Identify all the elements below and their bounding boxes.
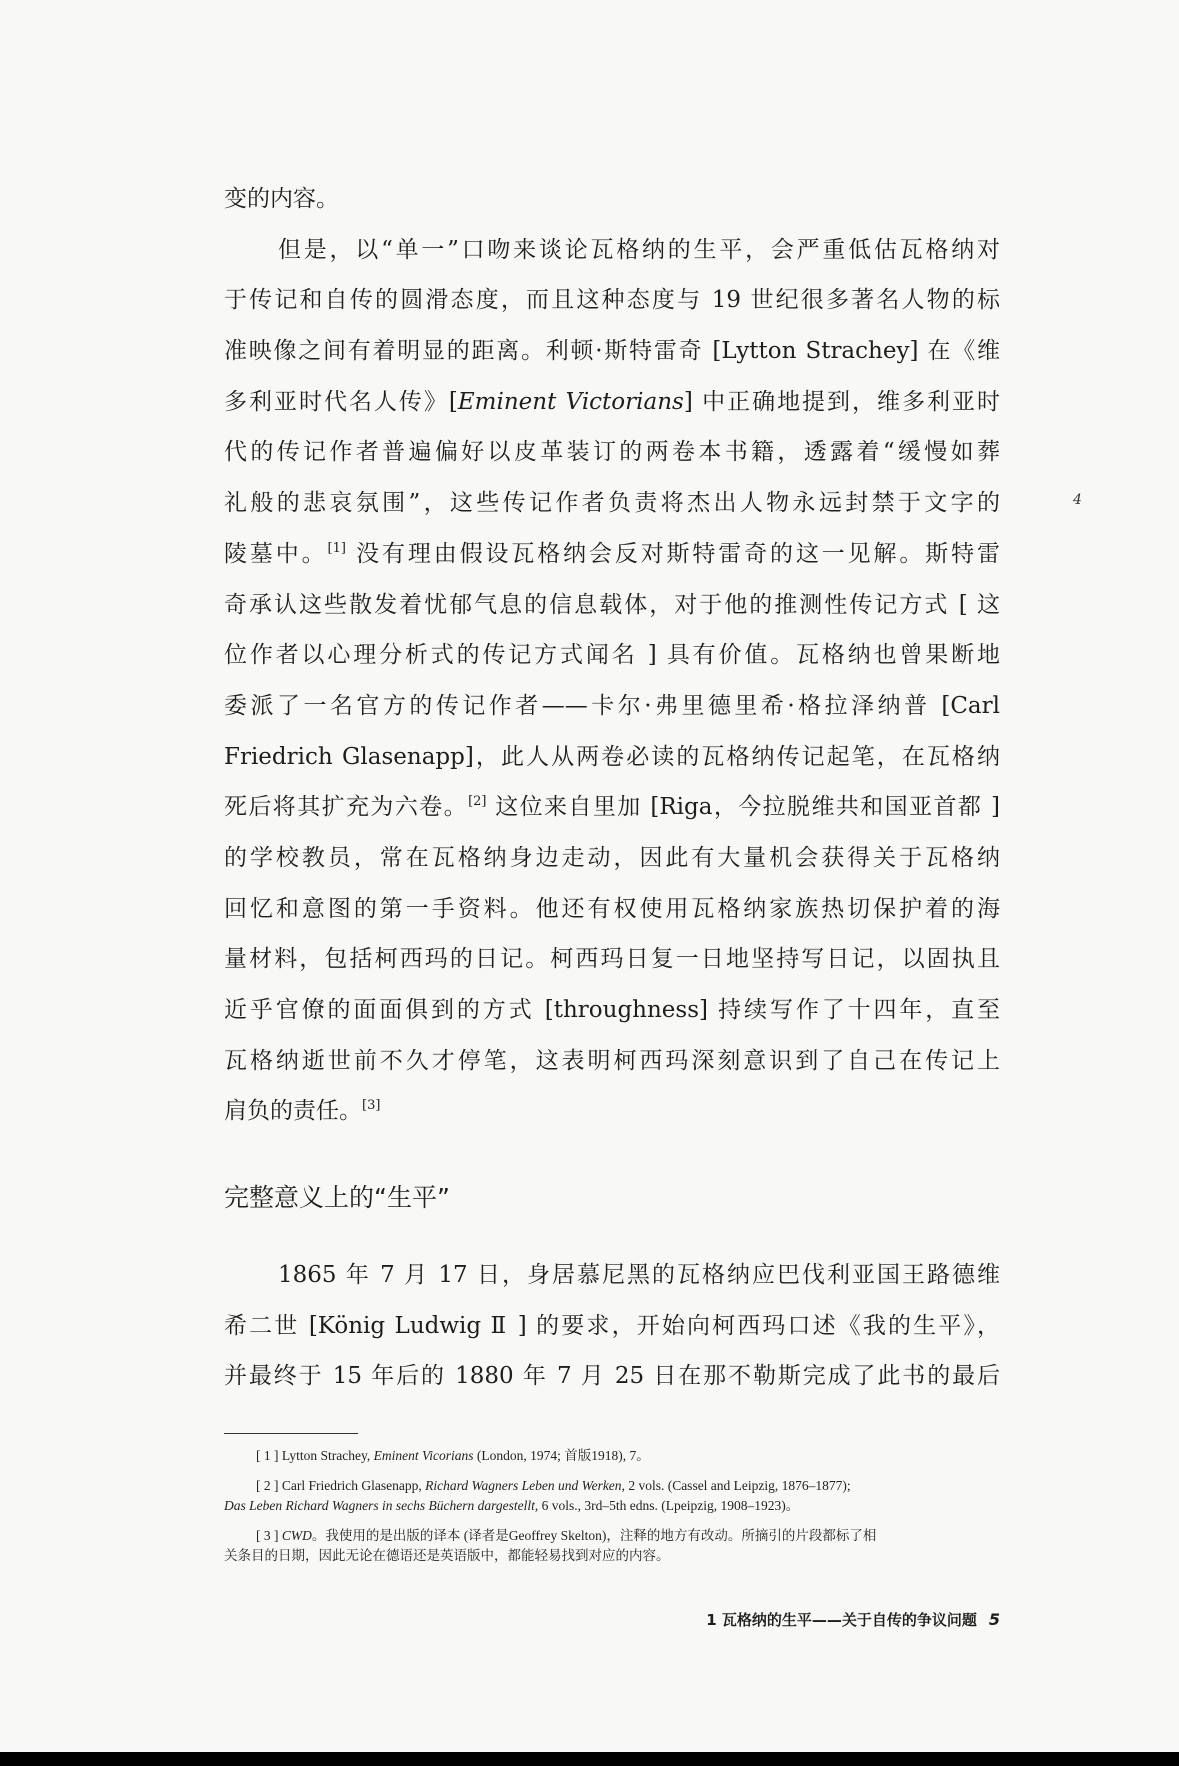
section-heading: 完整意义上的“生平” — [224, 1183, 450, 1212]
footnote-ref-2[interactable]: [2] — [468, 794, 487, 810]
running-footer — [706, 1609, 1000, 1630]
text-line: 陵墓中。[1] 没有理由假设瓦格纳会反对斯特雷奇的这一见解。斯特雷 — [224, 540, 1001, 567]
text-line: 奇承认这些散发着忧郁气息的信息载体，对于他的推测性传记方式 [ 这 — [224, 591, 1000, 618]
text-line: 礼般的悲哀氛围”，这些传记作者负责将杰出人物永远封禁于文字的 — [224, 490, 1000, 517]
main-text-continued — [224, 1250, 1000, 1402]
text-line: 多利亚时代名人传》[Eminent Victorians] 中正确地提到，维多利亚时 — [224, 388, 1000, 415]
text-line: 瓦格纳逝世前不久才停笔，这表明柯西玛深刻意识到了自己在传记上 — [224, 1047, 1000, 1074]
text-line: 的学校教员，常在瓦格纳身边走动，因此有大量机会获得关于瓦格纳 — [224, 844, 1000, 871]
footnotes — [224, 1446, 1000, 1566]
text-line: 近乎官僚的面面俱到的方式 [throughness] 持续写作了十四年，直至 — [224, 997, 1000, 1023]
footnote-ref-3[interactable]: [3] — [362, 1098, 381, 1114]
text-line: 委派了一名官方的传记作者——卡尔·弗里德里希·格拉泽纳普 [Carl — [224, 692, 1000, 719]
footnote-3-cont: 关条目的日期，因此无论在德语还是英语版中，都能轻易找到对应的内容。 — [224, 1548, 670, 1563]
text-line: 1865 年 7 月 17 日，身居慕尼黑的瓦格纳应巴伐利亚国王路德维 — [278, 1262, 1000, 1288]
footnote-2: [ 2 ] Carl Friedrich Glasenapp, Richard Wagners Leben und Werken, 2 vols. (Cassel and Leipzig, 1876–1877); — [256, 1478, 851, 1493]
text-line: 并最终于 15 年后的 1880 年 7 月 25 日在那不勒斯完成了此书的最后 — [224, 1363, 1000, 1390]
text-line: 但是，以“单一”口吻来谈论瓦格纳的生平，会严重低估瓦格纳对 — [278, 236, 1000, 263]
footnote-1: [ 1 ] Lytton Strachey, Eminent Vicorians (London, 1974; 首版1918), 7。 — [256, 1448, 650, 1463]
text-line: 希二世 [König Ludwig Ⅱ ] 的要求，开始向柯西玛口述《我的生平》， — [224, 1312, 1000, 1339]
margin-page-number: 4 — [1073, 492, 1082, 508]
text-line: 肩负的责任。[3] — [224, 1098, 381, 1125]
book-title-italic: Eminent Victorians — [457, 388, 684, 415]
screen-bottom-bar — [0, 1752, 1179, 1766]
footnote-3: [ 3 ] CWD。我使用的是出版的译本 (译者是Geoffrey Skelton)，注释的地方有改动。所摘引的片段都标了相 — [256, 1528, 877, 1543]
text-line: Friedrich Glasenapp]，此人从两卷必读的瓦格纳传记起笔，在瓦格纳 — [224, 743, 1000, 770]
text-line: 回忆和意图的第一手资料。他还有权使用瓦格纳家族热切保护着的海 — [224, 895, 1000, 922]
text-line: 代的传记作者普遍偏好以皮革装订的两卷本书籍，透露着“缓慢如葬 — [224, 439, 1000, 466]
text-line: 位作者以心理分析式的传记方式闻名 ] 具有价值。瓦格纳也曾果断地 — [224, 642, 1000, 669]
text-line: 量材料，包括柯西玛的日记。柯西玛日复一日地坚持写日记，以固执且 — [224, 946, 1000, 973]
text-line: 准映像之间有着明显的距离。利顿·斯特雷奇 [Lytton Strachey] 在《维 — [224, 338, 1000, 365]
text-line: 变的内容。 — [224, 186, 339, 212]
footnote-2-cont: Das Leben Richard Wagners in sechs Büchern dargestellt, 6 vols., 3rd–5th edns. (Lpeipzig, 1908–1923)。 — [224, 1498, 800, 1513]
chapter-title: 1 瓦格纳的生平——关于自传的争议问题 — [706, 1611, 977, 1629]
text-line: 于传记和自传的圆滑态度，而且这种态度与 19 世纪很多著名人物的标 — [224, 287, 1000, 314]
footnote-divider — [224, 1433, 358, 1434]
text-line: 死后将其扩充为六卷。[2] 这位来自里加 [Riga，今拉脱维共和国亚首都 ] — [224, 794, 1000, 821]
page-number: 5 — [988, 1610, 1000, 1629]
footnote-ref-1[interactable]: [1] — [327, 540, 346, 556]
main-text — [224, 174, 1000, 1137]
